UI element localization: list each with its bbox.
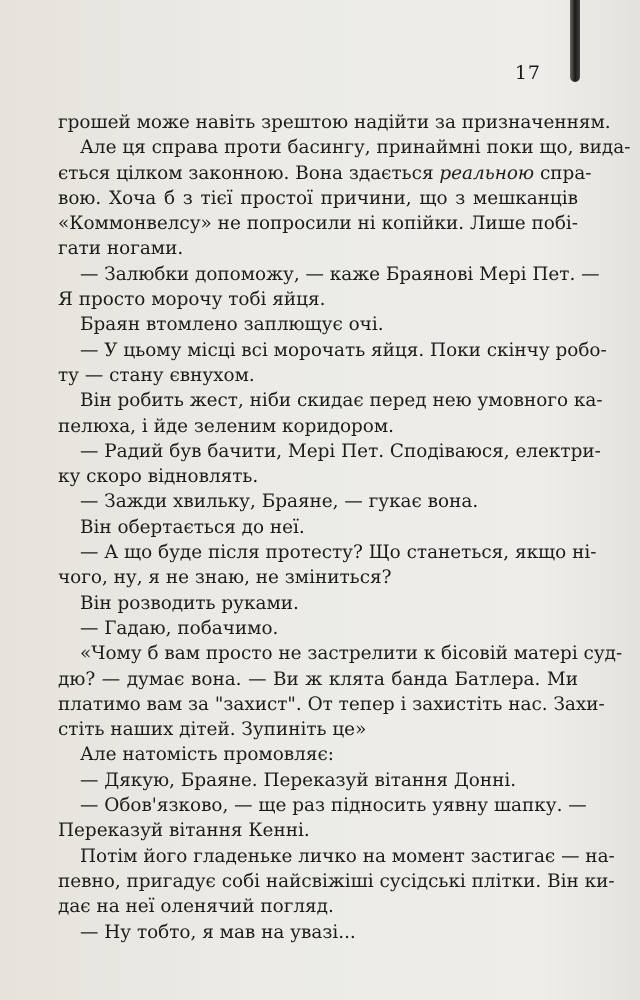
text-line: «Чому б вам просто не застрелити к бісовій матері суд-: [80, 643, 623, 665]
emphasis-word: реальною: [439, 162, 535, 184]
text-line: — Гадаю, побачимо.: [80, 617, 279, 639]
text-line: — Ну тобто, я мав на увазі...: [80, 921, 356, 943]
body-text: [58, 110, 631, 945]
text-line: дю? — думає вона. — Ви ж клята банда Батлера. Ми: [58, 668, 578, 690]
text-line: «Коммонвелсу» не попросили ні копійки. Лише побі-: [58, 213, 578, 235]
text-line: Він обертається до неї.: [80, 516, 305, 538]
text-line: — Радий був бачити, Мері Пет. Сподіваюся, електри-: [80, 440, 601, 462]
text-line: ту — стану євнухом.: [58, 364, 255, 386]
page-edge-shadow: [570, 0, 580, 82]
text-line: Він розводить руками.: [80, 592, 299, 614]
text-line: певно, пригадує собі найсвіжіші сусідські плітки. Він ки-: [58, 870, 615, 892]
text-line: — Дякую, Браяне. Переказуй вітання Донні.: [80, 769, 517, 791]
text-line: — Залюбки допоможу, — каже Браянові Мері Пет. —: [80, 263, 600, 285]
text-line: — Зажди хвильку, Браяне, — гукає вона.: [80, 491, 479, 513]
text-line: чого, ну, я не знаю, не зміниться?: [58, 567, 392, 589]
text-line: ється цілком законною. Вона здається реальною спра-: [58, 162, 592, 184]
text-line: — А що буде після протесту? Що станеться, якщо ні-: [80, 542, 597, 564]
text-line: — У цьому місці всі морочать яйця. Поки скінчу робо-: [80, 339, 607, 361]
text-line: Але натомість промовляє:: [80, 744, 334, 766]
text-line: Браян втомлено заплющує очі.: [80, 314, 384, 336]
text-line: Але ця справа проти басингу, принаймні поки що, вида-: [80, 137, 631, 159]
text-line: Переказуй вітання Кенні.: [58, 820, 310, 842]
text-line: Він робить жест, ніби скидає перед нею умовного ка-: [80, 390, 603, 412]
page-number: 17: [514, 62, 541, 84]
text-line: стіть наших дітей. Зупиніть це»: [58, 719, 367, 741]
text-line: — Обов'язково, — ще раз підносить уявну шапку. —: [80, 795, 587, 817]
text-line: грошей може навіть зрештою надійти за призначенням.: [58, 112, 611, 133]
text-line: дає на неї оленячий погляд.: [58, 896, 334, 918]
text-line: ку скоро відновлять.: [58, 466, 259, 488]
text-line: пелюха, і йде зеленим коридором.: [58, 415, 395, 437]
text-line: Я просто морочу тобі яйця.: [58, 289, 326, 311]
text-line: Потім його гладеньке личко на момент застигає — на-: [80, 845, 615, 867]
text-line: гати ногами.: [58, 238, 184, 260]
text-line: вою. Хоча б з тієї простої причини, що з мешканців: [58, 187, 578, 209]
text-line: платимо вам за "захист". От тепер і захистіть нас. Захи-: [58, 693, 605, 715]
